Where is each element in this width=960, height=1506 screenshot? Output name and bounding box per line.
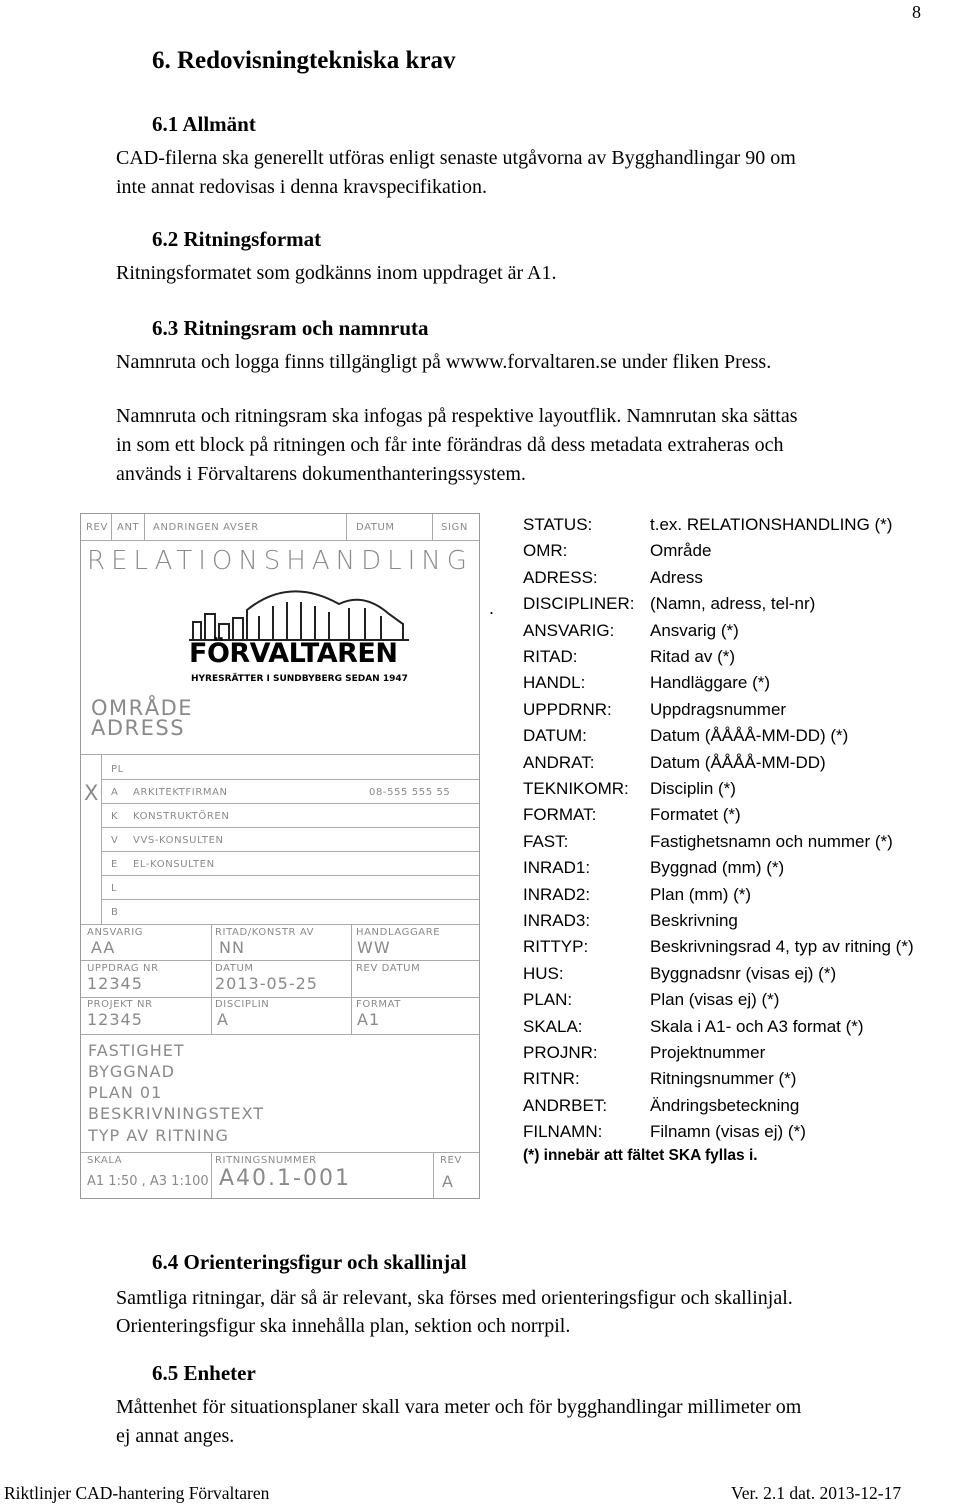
discipline-code: E bbox=[111, 859, 118, 870]
logo-name: FÖRVALTAREN bbox=[189, 638, 398, 669]
field-value: Beskrivningsrad 4, typ av ritning (*) bbox=[650, 937, 914, 957]
section-6-3-line: in som ett block på ritningen och får inte förändras då dess metadata extraheras och bbox=[116, 434, 784, 456]
discipline-code: PL bbox=[111, 764, 124, 775]
section-6-1-title: 6.1 Allmänt bbox=[152, 112, 256, 136]
rev-header: REV bbox=[86, 522, 108, 533]
field-value: Område bbox=[650, 541, 712, 561]
skyline-logo-icon bbox=[189, 584, 409, 644]
page-number: 8 bbox=[912, 2, 921, 22]
field-value: Ändringsbeteckning bbox=[650, 1095, 800, 1115]
discipline-code: V bbox=[111, 835, 119, 846]
disciplin-value: A bbox=[217, 1010, 229, 1029]
discipline-name: ARKITEKTFIRMAN bbox=[133, 787, 228, 798]
discipline-code: A bbox=[111, 787, 119, 798]
discipline-code: L bbox=[111, 883, 118, 894]
handl-label: HANDLAGGARE bbox=[356, 927, 441, 938]
field-value: Ansvarig (*) bbox=[650, 620, 739, 640]
sign-header: SIGN bbox=[441, 522, 468, 533]
title-block bbox=[80, 513, 480, 1199]
section-6-3-line: Namnruta och ritningsram ska infogas på respektive layoutflik. Namnrutan ska sättas bbox=[116, 405, 798, 427]
field-key: HUS: bbox=[523, 963, 564, 983]
section-6-2-text: Ritningsformatet som godkänns inom uppdraget är A1. bbox=[116, 262, 557, 284]
skala-value: A1 1:50 , A3 1:100 bbox=[87, 1174, 209, 1189]
revdatum-label: REV DATUM bbox=[356, 963, 421, 974]
handl-value: WW bbox=[357, 938, 391, 957]
field-key: ANSVARIG: bbox=[523, 620, 615, 640]
field-key: FORMAT: bbox=[523, 805, 597, 825]
footer-left: Riktlinjer CAD-hantering Förvaltaren bbox=[4, 1483, 270, 1503]
fields-note: (*) innebär att fältet SKA fyllas i. bbox=[523, 1147, 758, 1164]
datum-header: DATUM bbox=[356, 522, 395, 533]
field-value: Beskrivning bbox=[650, 911, 738, 930]
discipline-code: K bbox=[111, 811, 119, 822]
field-value: Adress bbox=[650, 567, 703, 587]
status-text: RELATIONSHANDLING bbox=[87, 546, 473, 576]
field-key: PLAN: bbox=[523, 990, 573, 1010]
field-key: PROJNR: bbox=[523, 1043, 598, 1062]
field-key: INRAD2: bbox=[523, 884, 591, 904]
uppdrag-label: UPPDRAG NR bbox=[87, 963, 159, 974]
discipline-name: VVS-KONSULTEN bbox=[133, 835, 224, 846]
section-6-4-title: 6.4 Orienteringsfigur och skallinjal bbox=[152, 1250, 467, 1274]
field-key: RITAD: bbox=[523, 647, 578, 666]
section-6-5-line: ej annat anges. bbox=[116, 1425, 235, 1447]
field-key: SKALA: bbox=[523, 1016, 583, 1036]
field-key: UPPDRNR: bbox=[523, 699, 612, 719]
field-key: RITTYP: bbox=[523, 937, 589, 957]
field-key: ANDRAT: bbox=[523, 752, 595, 772]
field-value: Filnamn (visas ej) (*) bbox=[650, 1122, 806, 1142]
andringen-header: ANDRINGEN AVSER bbox=[153, 522, 259, 533]
rev-label: REV bbox=[440, 1155, 462, 1166]
field-key: INRAD1: bbox=[523, 858, 591, 878]
section-6-3-text: Namnruta och logga finns tillgängligt på wwww.forvaltaren.se under fliken Press. bbox=[116, 351, 772, 373]
field-key: HANDL: bbox=[523, 673, 586, 693]
field-value: Datum (ÅÅÅÅ-MM-DD) bbox=[650, 752, 826, 772]
field-value: Formatet (*) bbox=[650, 805, 741, 825]
info-line: BESKRIVNINGSTEXT bbox=[88, 1104, 265, 1123]
info-line: PLAN 01 bbox=[88, 1083, 163, 1102]
rev-value: A bbox=[442, 1172, 454, 1191]
logo-tagline: HYRESRÄTTER I SUNDBYBERG SEDAN 1947 bbox=[191, 674, 408, 684]
discipline-name: EL-KONSULTEN bbox=[133, 859, 215, 870]
section-6-2-title: 6.2 Ritningsformat bbox=[152, 227, 322, 251]
field-key: ADRESS: bbox=[523, 567, 598, 587]
ant-header: ANT bbox=[117, 522, 140, 533]
section-6-3-line: används i Förvaltarens dokumenthanteringssystem. bbox=[116, 463, 526, 485]
discipline-name: KONSTRUKTÖREN bbox=[133, 811, 230, 822]
projekt-value: 12345 bbox=[87, 1010, 143, 1029]
format-label: FORMAT bbox=[356, 999, 401, 1010]
field-value: Ritningsnummer (*) bbox=[650, 1069, 797, 1089]
section-6-3-title: 6.3 Ritningsram och namnruta bbox=[152, 316, 429, 340]
discipline-phone: 08-555 555 55 bbox=[369, 787, 451, 798]
field-value: Fastighetsnamn och nummer (*) bbox=[650, 831, 893, 851]
field-key: RITNR: bbox=[523, 1069, 580, 1089]
field-value: Disciplin (*) bbox=[650, 779, 736, 798]
field-value: t.ex. RELATIONSHANDLING (*) bbox=[650, 515, 893, 534]
field-value: Byggnad (mm) (*) bbox=[650, 858, 785, 878]
footer-right: Ver. 2.1 dat. 2013-12-17 bbox=[731, 1483, 902, 1503]
field-key: INRAD3: bbox=[523, 911, 591, 930]
field-value: Plan (visas ej) (*) bbox=[650, 990, 780, 1010]
ritnr-label: RITNINGSNUMMER bbox=[215, 1155, 317, 1166]
field-key: ANDRBET: bbox=[523, 1095, 608, 1115]
field-value: Datum (ÅÅÅÅ-MM-DD) (*) bbox=[650, 726, 849, 746]
field-value: Projektnummer bbox=[650, 1043, 766, 1062]
section-6-4-line: Samtliga ritningar, där så är relevant, ska förses med orienteringsfigur och skallinjal. bbox=[116, 1287, 793, 1309]
discipline-code: B bbox=[111, 907, 119, 918]
projekt-label: PROJEKT NR bbox=[87, 999, 153, 1010]
section-6-4-line: Orienteringsfigur ska innehålla plan, sektion och norrpil. bbox=[116, 1315, 571, 1337]
info-line: BYGGNAD bbox=[88, 1062, 175, 1081]
field-key: DISCIPLINER: bbox=[523, 594, 635, 614]
uppdrag-value: 12345 bbox=[87, 974, 143, 993]
field-value: Handläggare (*) bbox=[650, 673, 771, 693]
ansvarig-value: AA bbox=[91, 938, 116, 957]
field-value: (Namn, adress, tel-nr) bbox=[650, 594, 816, 614]
ritnr-value: A40.1-001 bbox=[219, 1166, 351, 1191]
section-heading: 6. Redovisningtekniska krav bbox=[152, 47, 456, 74]
separator-dot: . bbox=[489, 598, 495, 618]
datum-value: 2013-05-25 bbox=[215, 974, 318, 993]
section-6-5-title: 6.5 Enheter bbox=[152, 1361, 256, 1385]
field-value: Uppdragsnummer bbox=[650, 699, 787, 719]
disciplin-label: DISCIPLIN bbox=[215, 999, 270, 1010]
field-value: Ritad av (*) bbox=[650, 647, 736, 666]
ritad-value: NN bbox=[219, 938, 245, 957]
ansvarig-label: ANSVARIG bbox=[87, 927, 144, 938]
field-value: Byggnadsnr (visas ej) (*) bbox=[650, 963, 837, 983]
field-key: STATUS: bbox=[523, 515, 593, 534]
ritad-label: RITAD/KONSTR AV bbox=[215, 927, 315, 938]
info-line: TYP AV RITNING bbox=[88, 1126, 229, 1145]
section-6-1-line: CAD-filerna ska generellt utföras enligt senaste utgåvorna av Bygghandlingar 90 om bbox=[116, 147, 796, 169]
format-value: A1 bbox=[357, 1010, 381, 1029]
adress-value: ADRESS bbox=[91, 716, 186, 740]
field-key: FAST: bbox=[523, 831, 569, 851]
field-key: OMR: bbox=[523, 541, 568, 561]
section-6-5-line: Måttenhet för situationsplaner skall vara meter och för bygghandlingar millimeter om bbox=[116, 1396, 802, 1418]
field-key: TEKNIKOMR: bbox=[523, 779, 629, 798]
field-key: FILNAMN: bbox=[523, 1122, 603, 1142]
section-6-1-line: inte annat redovisas i denna kravspecifikation. bbox=[116, 176, 487, 198]
datum-label: DATUM bbox=[215, 963, 254, 974]
x-mark: X bbox=[84, 781, 100, 805]
omrade-value: OMRÅDE bbox=[91, 696, 194, 720]
skala-label: SKALA bbox=[87, 1155, 123, 1166]
field-value: Plan (mm) (*) bbox=[650, 884, 752, 904]
field-key: DATUM: bbox=[523, 726, 587, 746]
info-line: FASTIGHET bbox=[88, 1041, 185, 1060]
field-value: Skala i A1- och A3 format (*) bbox=[650, 1016, 864, 1036]
